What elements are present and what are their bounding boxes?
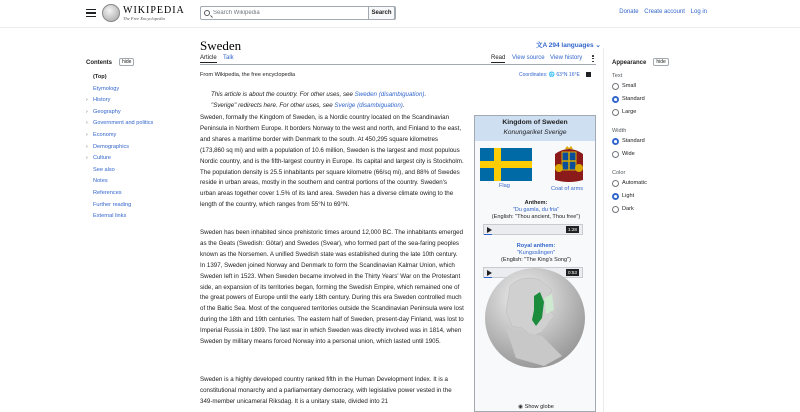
color-option-radio[interactable] <box>612 192 672 205</box>
toc-item-label: Etymology <box>93 85 120 92</box>
show-globe-label: Show globe <box>524 404 554 410</box>
radio-circle-icon[interactable] <box>612 206 619 213</box>
toc-item[interactable] <box>86 142 171 154</box>
appearance-heading <box>612 58 672 66</box>
width-label: Width <box>612 128 627 134</box>
appearance-title: Appearance <box>612 60 647 66</box>
color-option-label: Automatic <box>622 180 647 186</box>
color-options <box>612 179 672 218</box>
donate-link[interactable]: Donate <box>619 9 639 15</box>
tab-talk[interactable]: Talk <box>223 55 234 61</box>
appearance-hide-button[interactable]: hide <box>653 58 668 66</box>
toc-item-label: (Top) <box>93 74 107 80</box>
width-options <box>612 137 672 163</box>
appearance-panel <box>612 58 672 218</box>
toc-item-label: Further reading <box>93 201 132 208</box>
play-icon[interactable] <box>487 227 492 233</box>
chevron-right-icon[interactable]: › <box>86 108 88 115</box>
anthem-english: (English: "Thou ancient, Thou free") <box>491 214 581 220</box>
coat-caption[interactable]: Coat of arms <box>551 186 584 192</box>
flag-image[interactable] <box>480 148 532 181</box>
text-size-label: Text <box>612 73 623 79</box>
text-option-label: Standard <box>622 96 645 102</box>
hatnote <box>211 90 471 111</box>
hatnote-line-2: "Sverige" redirects here. For other uses, see Sverige (disambiguation). <box>211 101 405 109</box>
language-button[interactable] <box>536 40 601 49</box>
toc-item-label: External links <box>93 213 127 220</box>
site-sub: From Wikipedia, the free encyclopedia <box>200 72 296 78</box>
hatnote-text-2: "Sverige" redirects here. For other uses, see <box>211 101 335 109</box>
anthem-label: Anthem: <box>524 200 548 206</box>
coordinates-link[interactable]: Coordinates: 🌐 63°N 16°E <box>519 72 580 78</box>
search-box <box>200 6 396 20</box>
search-input[interactable] <box>213 8 368 18</box>
radio-circle-icon[interactable] <box>612 193 619 200</box>
text-size-options <box>612 82 672 121</box>
toc-item-label: Demographics <box>93 143 130 150</box>
more-tools-icon[interactable] <box>592 55 594 63</box>
text-option-radio[interactable] <box>612 95 672 108</box>
text-option-label: Large <box>622 109 637 115</box>
table-of-contents <box>86 58 171 223</box>
toc-item[interactable] <box>86 118 171 130</box>
logo-wordmark[interactable]: WIKIPEDIA <box>123 5 185 16</box>
toc-item[interactable] <box>86 95 171 107</box>
toc-item-label: See also <box>93 166 115 173</box>
radio-circle-icon[interactable] <box>612 83 619 90</box>
tab-article[interactable]: Article <box>200 55 217 61</box>
flag-caption[interactable]: Flag <box>499 183 510 189</box>
toc-item-label: Culture <box>93 155 112 162</box>
hatnote-link-2[interactable]: Sverige (disambiguation) <box>334 101 403 109</box>
lock-icon <box>586 72 591 77</box>
lead-paragraph-1: Sweden, formally the Kingdom of Sweden, is a Nordic country located on the Scandinavian Peninsula in Northern Europe. It borders Norway to the west and north, and Finland to the east, and shares a maritime border with Denmark to the south. At 450,295 square kilometres (173,860 sq mi) and with a population of 10.6 million, Sweden is the largest and most populous Nordic country, and is the fifth-largest country in Europe. Its capital and largest city is Stockholm. The population density is 25.5 inhabitants per square kilometre (66/sq mi), and 88% of Swedes reside in urban areas, mostly in the southern and central portions of the country. Sweden's urban areas together cover 1.5% of its land area. Sweden has a diverse climate owing to the length of the country, which ranges from 55°N to 69°N. <box>200 114 464 209</box>
radio-icon: ◉ <box>518 404 525 410</box>
search-button[interactable]: Search <box>368 6 395 20</box>
toc-heading <box>86 58 171 66</box>
language-count: 294 languages <box>548 42 594 49</box>
chevron-right-icon[interactable]: › <box>86 97 88 104</box>
text-option-radio[interactable] <box>612 82 672 95</box>
toc-item-label: Economy <box>93 131 117 138</box>
lead-paragraph-3: Sweden is a highly developed country ranked fifth in the Human Development Index. It is a constitutional monarchy and a parliamentary democracy, with legislative power vested in the 349-member unicameral Riksdag. It is a unitary state, divided into 21 <box>200 376 452 405</box>
royal-anthem-duration: 0:53 <box>568 270 577 275</box>
tab-read[interactable]: Read <box>491 55 506 61</box>
royal-anthem-english: (English: "The King's Song") <box>500 257 572 263</box>
wikipedia-globe-logo[interactable] <box>102 4 120 22</box>
chevron-right-icon[interactable]: › <box>86 131 88 138</box>
color-option-radio[interactable] <box>612 179 672 192</box>
chevron-right-icon[interactable]: › <box>86 120 88 127</box>
toc-item[interactable] <box>86 107 171 119</box>
anthem-audio-player[interactable] <box>483 224 583 235</box>
orthographic-map-image[interactable] <box>482 266 588 406</box>
radio-circle-icon[interactable] <box>612 96 619 103</box>
width-option-label: Standard <box>622 138 645 144</box>
toc-item[interactable] <box>86 130 171 142</box>
page-title: Sweden <box>200 38 242 53</box>
appearance-divider <box>603 48 604 412</box>
show-globe-toggle[interactable] <box>475 404 597 410</box>
chevron-right-icon[interactable]: › <box>86 143 88 150</box>
toc-item[interactable] <box>86 211 171 223</box>
width-option-radio[interactable] <box>612 137 672 150</box>
logo-tagline: The Free Encyclopedia <box>123 16 165 21</box>
toc-item-label: References <box>93 189 122 196</box>
radio-circle-icon[interactable] <box>612 151 619 158</box>
toc-item[interactable] <box>86 84 171 96</box>
main-menu-icon[interactable] <box>86 9 96 17</box>
royal-anthem-label[interactable]: Royal anthem: <box>516 243 556 249</box>
toc-item-label: Government and politics <box>93 120 154 127</box>
tab-view-history[interactable]: View history <box>550 55 583 61</box>
radio-circle-icon[interactable] <box>612 180 619 187</box>
color-option-radio[interactable] <box>612 205 672 218</box>
anthem-name[interactable]: "Du gamla, du fria" <box>512 207 560 213</box>
anthem-duration: 1:28 <box>568 227 577 232</box>
toc-item-label: Notes <box>93 178 108 185</box>
chevron-down-icon: ⌄ <box>595 42 601 49</box>
toc-title: Contents <box>86 60 112 66</box>
language-icon: 文A <box>536 42 549 49</box>
infobox-title: Kingdom of Sweden <box>475 116 595 129</box>
toc-item-label: Geography <box>93 108 121 115</box>
toc-item[interactable] <box>86 176 171 188</box>
tab-view-source[interactable]: View source <box>512 55 545 61</box>
toc-item-label: History <box>93 97 111 104</box>
color-option-label: Dark <box>622 206 634 212</box>
lead-paragraph-2: Sweden has been inhabited since prehistoric times around 12,000 BC. The inhabitants emerged as the Geats (Swedish: Götar) and Swedes (Svear), who formed part of the sea-faring peoples known as the Norsemen. A unified Swedish state was established during the late 10th century. In 1397, Sweden joined Norway and Denmark to form the Scandinavian Kalmar Union, which Sweden left in 1523. When Sweden became involved in the Thirty Years' War on the Protestant side, an expansion of its territories began, forming the Swedish Empire, which remained one of the great powers of Europe until the early 18th century. During this era Sweden controlled much of the Baltic Sea. Most of the conquered territories outside the Scandinavian Peninsula were lost during the 18th and 19th centuries. The eastern half of Sweden, present-day Finland, was lost to Imperial Russia in 1809. The last war in which Sweden was directly involved was in 1814, when Sweden by military means forced Norway into a personal union, which lasted until 1905. <box>200 229 464 346</box>
royal-anthem-name[interactable]: "Kungssången" <box>516 250 556 256</box>
coat-of-arms-image[interactable] <box>551 144 587 184</box>
toc-list <box>86 72 171 223</box>
log-in-link[interactable]: Log in <box>690 9 707 15</box>
text-option-radio[interactable] <box>612 108 672 121</box>
search-icon <box>204 10 210 16</box>
hatnote-link-1[interactable]: Sweden (disambiguation) <box>354 91 425 98</box>
create-account-link[interactable]: Create account <box>644 9 685 15</box>
infobox <box>474 115 596 412</box>
toc-item[interactable] <box>86 165 171 177</box>
hatnote-line-1: This article is about the country. For other uses, see Sweden (disambiguation). <box>211 91 427 98</box>
toc-hide-button[interactable]: hide <box>119 58 134 66</box>
chevron-right-icon[interactable]: › <box>86 155 88 162</box>
hatnote-text-1: This article is about the country. For other uses, see <box>211 91 355 98</box>
page-tabs <box>200 53 596 65</box>
audio-progress-bar[interactable] <box>484 234 492 236</box>
width-option-label: Wide <box>622 151 635 157</box>
toc-item[interactable] <box>86 72 171 84</box>
site-header <box>0 0 800 28</box>
toc-item[interactable] <box>86 188 171 200</box>
coordinates <box>519 72 591 78</box>
toc-item[interactable] <box>86 200 171 212</box>
toc-item[interactable] <box>86 153 171 165</box>
text-option-label: Small <box>622 83 636 89</box>
radio-circle-icon[interactable] <box>612 138 619 145</box>
radio-circle-icon[interactable] <box>612 109 619 116</box>
width-option-radio[interactable] <box>612 150 672 163</box>
user-links <box>615 9 707 15</box>
color-option-label: Light <box>622 193 635 199</box>
infobox-subtitle: Konungariket Sverige <box>475 129 595 141</box>
color-label: Color <box>612 170 626 176</box>
